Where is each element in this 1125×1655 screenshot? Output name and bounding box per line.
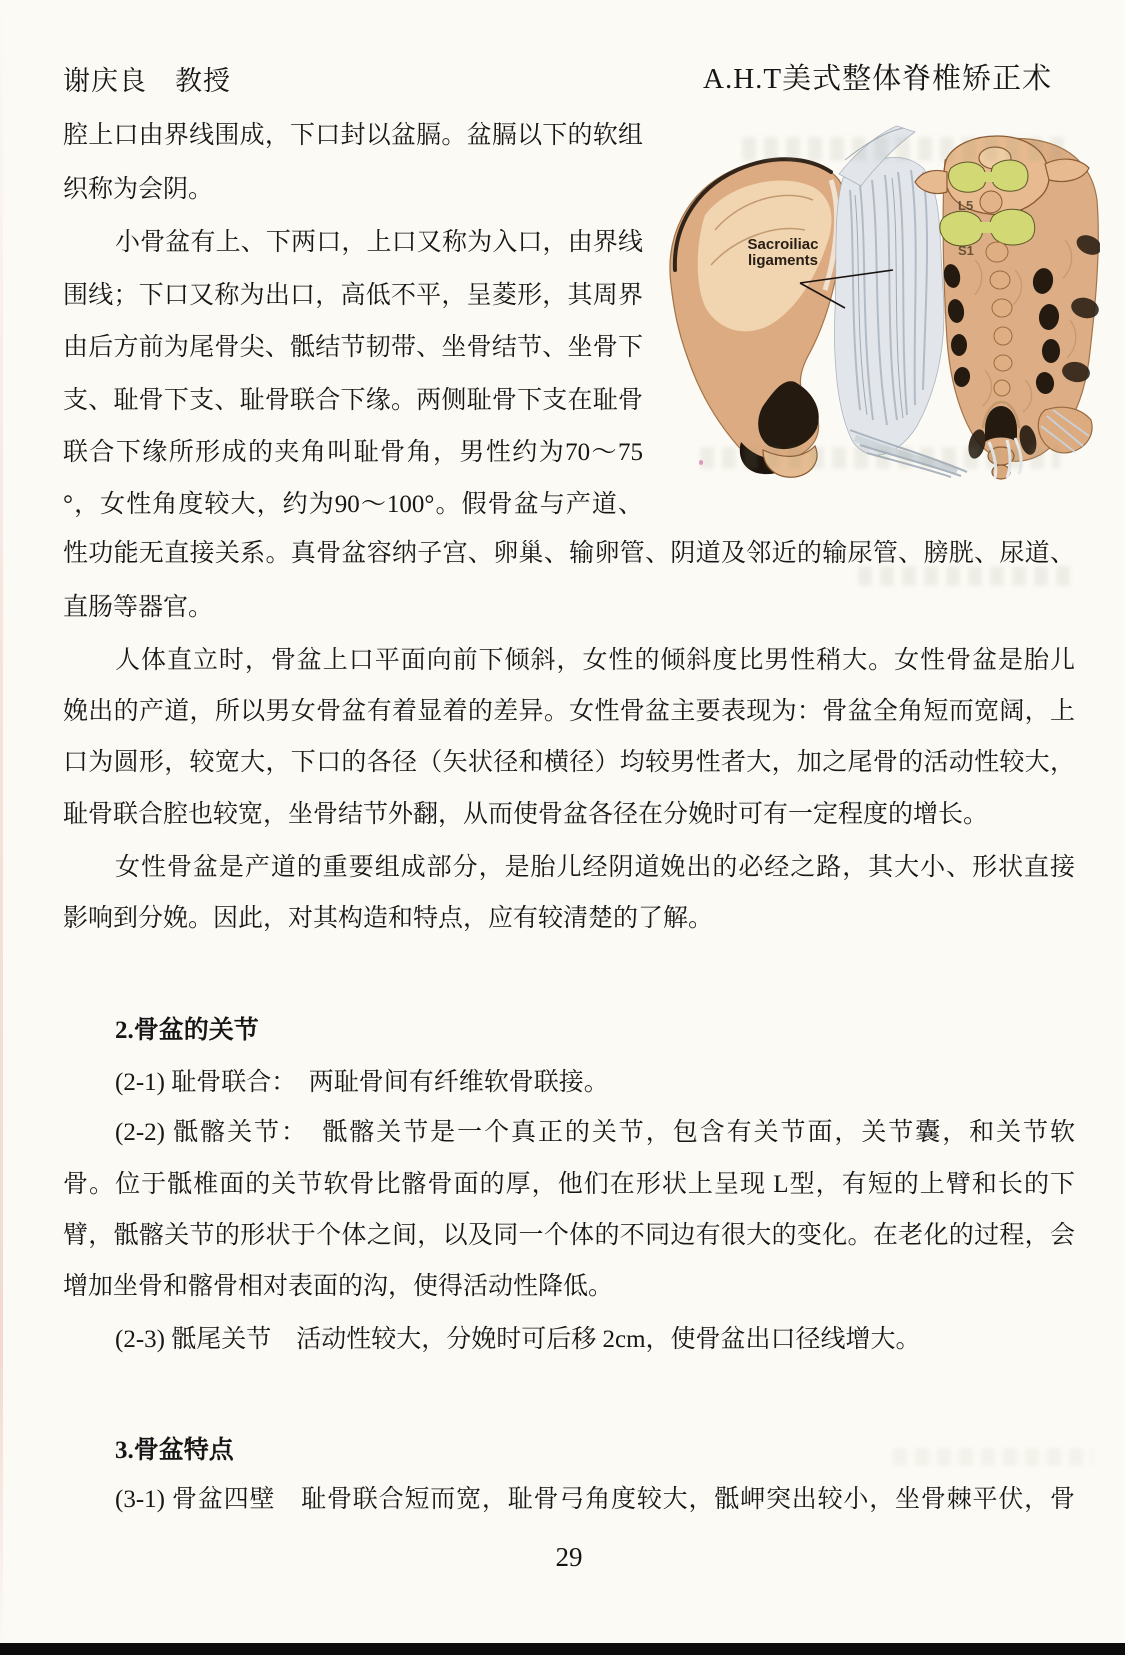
label-line-1: Sacroiliac — [747, 236, 819, 253]
body-line: 性功能无直接关系。真骨盆容纳子宫、卵巢、输卵管、阴道及邻近的输尿管、膀胱、尿道、 — [63, 540, 1075, 567]
body-line: 腔上口由界线围成，下口封以盆膈。盆膈以下的软组 — [63, 122, 643, 149]
body-line: °，女性角度较大，约为90～100°。假骨盆与产道、 — [63, 491, 643, 518]
body-line: 女性骨盆是产道的重要组成部分，是胎儿经阴道娩出的必经之路，其大小、形状直接 — [115, 854, 1075, 881]
body-line: 由后方前为尾骨尖、骶结节韧带、坐骨结节、坐骨下 — [63, 334, 643, 361]
body-line: 直肠等器官。 — [63, 594, 214, 621]
ischial-ligament-lump — [1038, 407, 1092, 453]
body-line: (3-1) 骨盆四壁 耻骨联合短而宽，耻骨弓角度较大，骶岬突出较小，坐骨棘平伏，骨 — [115, 1486, 1075, 1513]
body-line: 影响到分娩。因此，对其构造和特点，应有较清楚的了解。 — [63, 905, 714, 932]
body-line: (2-2) 骶髂关节： 骶髂关节是一个真正的关节，包含有关节面，关节囊，和关节软 — [115, 1119, 1075, 1146]
section-heading-features: 3.骨盆特点 — [115, 1437, 234, 1464]
body-line: 织称为会阴。 — [63, 176, 214, 203]
scan-edge-artifact — [0, 0, 3, 1655]
l5-label: L5 — [958, 198, 974, 213]
body-line: 增加坐骨和髂骨相对表面的沟，使得活动性降低。 — [63, 1273, 614, 1300]
label-line-2: ligaments — [747, 251, 819, 269]
body-line: (2-3) 骶尾关节 活动性较大，分娩时可后移 2cm，使骨盆出口径线增大。 — [115, 1326, 921, 1353]
body-line: 围线；下口又称为出口，高低不平，呈菱形，其周界 — [63, 282, 643, 309]
pelvis-figure — [645, 120, 1100, 480]
bleed-through-ghost — [893, 1448, 1093, 1466]
body-line: 口为圆形，较宽大，下口的各径（矢状径和横径）均较男性者大，加之尾骨的活动性较大， — [63, 749, 1075, 776]
body-line: 娩出的产道，所以男女骨盆有着显着的差异。女性骨盆主要表现为：骨盆全角短而宽阔，上 — [63, 698, 1075, 725]
book-title: A.H.T美式整体脊椎矫正术 — [703, 63, 1053, 95]
s1-label: S1 — [958, 243, 974, 258]
scan-speck — [699, 460, 703, 465]
author-credit: 谢庆良 教授 — [63, 66, 231, 96]
body-line: 支、耻骨下支、耻骨联合下缘。两侧耻骨下支在耻骨 — [63, 387, 643, 414]
body-line: (2-1) 耻骨联合： 两耻骨间有纤维软骨联接。 — [115, 1069, 609, 1096]
page-number: 29 — [555, 1542, 583, 1572]
body-line: 小骨盆有上、下两口，上口又称为入口，由界线 — [115, 229, 643, 256]
body-line: 联合下缘所形成的夹角叫耻骨角，男性约为70～75 — [63, 439, 643, 466]
body-line: 臂，骶髂关节的形状于个体之间，以及同一个体的不同边有很大的变化。在老化的过程，会 — [63, 1222, 1075, 1249]
body-line: 耻骨联合腔也较宽，坐骨结节外翻，从而使骨盆各径在分娩时可有一定程度的增长。 — [63, 801, 989, 828]
sacroiliac-ligaments-label — [744, 237, 822, 269]
section-heading-joints: 2.骨盆的关节 — [115, 1017, 259, 1044]
body-line: 骨。位于骶椎面的关节软骨比髂骨面的厚，他们在形状上呈现 L型，有短的上臂和长的下 — [63, 1171, 1075, 1198]
body-line: 人体直立时，骨盆上口平面向前下倾斜，女性的倾斜度比男性稍大。女性骨盆是胎儿 — [115, 647, 1075, 674]
scan-bottom-bar — [0, 1643, 1125, 1655]
ilium-bone — [670, 158, 847, 477]
pelvis-illustration — [645, 120, 1100, 480]
